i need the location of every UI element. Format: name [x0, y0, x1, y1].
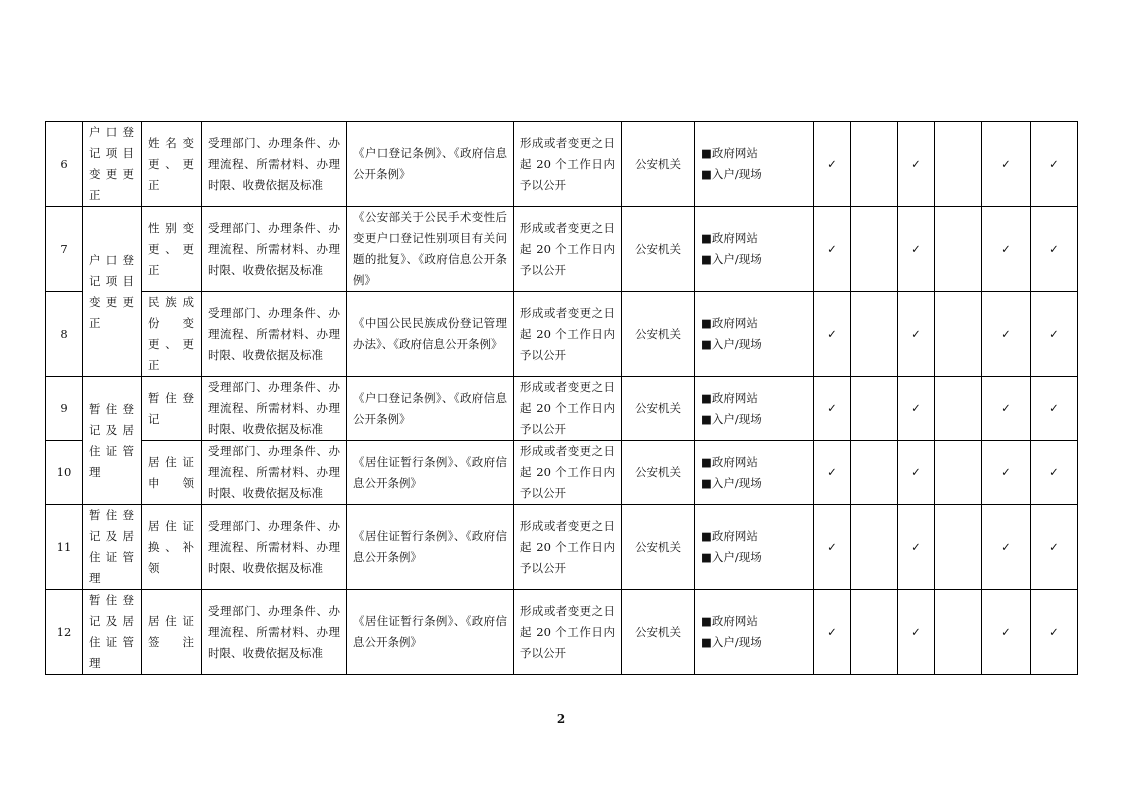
check-icon: ✓: [1049, 156, 1059, 171]
check-cell: [898, 377, 935, 441]
basis-cell: 《居住证暂行条例》、《政府信息公开条例》: [347, 505, 514, 590]
channel-onsite: ■入户/现场: [701, 252, 762, 266]
time-limit-cell: 形成或者变更之日起 20 个工作日内予以公开: [514, 207, 622, 292]
basis-cell: 《户口登记条例》、《政府信息公开条例》: [347, 377, 514, 441]
check-icon: ✓: [1001, 241, 1011, 256]
content-cell: 受理部门、办理条件、办理流程、所需材料、办理时限、收费依据及标准: [202, 590, 347, 675]
check-cell: [982, 590, 1031, 675]
time-limit-cell: 形成或者变更之日起 20 个工作日内予以公开: [514, 590, 622, 675]
check-icon: ✓: [827, 401, 837, 415]
check-cell: [982, 292, 1031, 377]
channel-website: ■政府网站: [701, 231, 758, 245]
check-cell: [898, 292, 935, 377]
row-number: 6: [46, 122, 83, 207]
check-icon: ✓: [1049, 326, 1059, 341]
check-cell: [814, 590, 851, 675]
channel-onsite: ■入户/现场: [701, 411, 762, 426]
table-row: [46, 292, 1078, 377]
check-cell: [898, 505, 935, 590]
body-cell: 公安机关: [622, 441, 695, 505]
category-cell: 户口登记项目变更更正: [83, 207, 142, 377]
item-cell: 居住证申领: [142, 441, 202, 505]
item-cell: 居住证签注: [142, 590, 202, 675]
time-limit-cell: 形成或者变更之日起 20 个工作日内予以公开: [514, 505, 622, 590]
check-icon: ✓: [1001, 624, 1011, 639]
row-number: 10: [46, 441, 83, 505]
check-cell: [935, 207, 982, 292]
check-cell: [814, 292, 851, 377]
check-icon: ✓: [1001, 326, 1011, 341]
row-number: 11: [46, 505, 83, 590]
check-icon: ✓: [827, 539, 837, 554]
check-cell: [898, 207, 935, 292]
check-cell: [1031, 207, 1078, 292]
category-cell: 暂住登记及居住证管理: [83, 377, 142, 505]
row-number: 7: [46, 207, 83, 292]
check-cell: [851, 122, 898, 207]
check-cell: [851, 377, 898, 441]
channel-website: ■政府网站: [701, 316, 758, 330]
item-cell: 姓名变更、更正: [142, 122, 202, 207]
channel-onsite: ■入户/现场: [701, 475, 762, 490]
item-cell: 居住证换、补领: [142, 505, 202, 590]
channel-cell: [695, 122, 814, 207]
check-icon: ✓: [1001, 401, 1011, 415]
check-cell: [982, 505, 1031, 590]
channel-cell: [695, 590, 814, 675]
channel-website: ■政府网站: [701, 529, 758, 543]
disclosure-table: [45, 121, 1078, 675]
check-cell: [851, 292, 898, 377]
time-limit-cell: 形成或者变更之日起 20 个工作日内予以公开: [514, 292, 622, 377]
category-cell: 户口登记项目变更更正: [83, 122, 142, 207]
channel-onsite: ■入户/现场: [701, 167, 762, 181]
body-cell: 公安机关: [622, 377, 695, 441]
check-cell: [982, 122, 1031, 207]
check-cell: [935, 441, 982, 505]
check-cell: [1031, 590, 1078, 675]
channel-cell: [695, 377, 814, 441]
channel-onsite: ■入户/现场: [701, 337, 762, 351]
check-cell: [814, 122, 851, 207]
check-cell: [814, 207, 851, 292]
check-icon: ✓: [1001, 539, 1011, 554]
table-row: [46, 207, 1078, 292]
page-number: 2: [556, 712, 566, 726]
check-icon: ✓: [911, 401, 921, 415]
check-cell: [814, 505, 851, 590]
check-cell: [814, 441, 851, 505]
check-cell: [935, 122, 982, 207]
body-cell: 公安机关: [622, 207, 695, 292]
basis-cell: 《公安部关于公民手术变性后变更户口登记性别项目有关问题的批复》、《政府信息公开条例》: [347, 207, 514, 292]
check-icon: ✓: [827, 465, 837, 479]
channel-website: ■政府网站: [701, 390, 758, 405]
time-limit-cell: 形成或者变更之日起 20 个工作日内予以公开: [514, 122, 622, 207]
check-icon: ✓: [1049, 539, 1059, 554]
check-cell: [1031, 377, 1078, 441]
check-cell: [898, 441, 935, 505]
check-cell: [1031, 122, 1078, 207]
check-cell: [851, 207, 898, 292]
channel-onsite: ■入户/现场: [701, 635, 762, 649]
check-icon: ✓: [1001, 156, 1011, 171]
item-cell: 性别变更、更正: [142, 207, 202, 292]
check-icon: ✓: [1001, 465, 1011, 479]
body-cell: 公安机关: [622, 590, 695, 675]
table-row: [46, 590, 1078, 675]
basis-cell: 《居住证暂行条例》、《政府信息公开条例》: [347, 441, 514, 505]
content-cell: 受理部门、办理条件、办理流程、所需材料、办理时限、收费依据及标准: [202, 441, 347, 505]
check-cell: [935, 590, 982, 675]
table-row: [46, 505, 1078, 590]
content-cell: 受理部门、办理条件、办理流程、所需材料、办理时限、收费依据及标准: [202, 122, 347, 207]
basis-cell: 《居住证暂行条例》、《政府信息公开条例》: [347, 590, 514, 675]
basis-cell: 《户口登记条例》、《政府信息公开条例》: [347, 122, 514, 207]
row-number: 12: [46, 590, 83, 675]
row-number: 9: [46, 377, 83, 441]
table-row: [46, 441, 1078, 505]
check-icon: ✓: [827, 326, 837, 341]
item-cell: 暂住登记: [142, 377, 202, 441]
content-cell: 受理部门、办理条件、办理流程、所需材料、办理时限、收费依据及标准: [202, 292, 347, 377]
category-cell: 暂住登记及居住证管理: [83, 505, 142, 590]
check-cell: [851, 505, 898, 590]
table-row: [46, 122, 1078, 207]
check-cell: [982, 377, 1031, 441]
channel-cell: [695, 441, 814, 505]
content-cell: 受理部门、办理条件、办理流程、所需材料、办理时限、收费依据及标准: [202, 207, 347, 292]
check-cell: [898, 590, 935, 675]
check-icon: ✓: [1049, 401, 1059, 415]
check-icon: ✓: [1049, 465, 1059, 479]
check-cell: [935, 505, 982, 590]
check-icon: ✓: [911, 539, 921, 554]
table-row: [46, 377, 1078, 441]
content-cell: 受理部门、办理条件、办理流程、所需材料、办理时限、收费依据及标准: [202, 377, 347, 441]
content-cell: 受理部门、办理条件、办理流程、所需材料、办理时限、收费依据及标准: [202, 505, 347, 590]
body-cell: 公安机关: [622, 122, 695, 207]
category-cell: 暂住登记及居住证管理: [83, 590, 142, 675]
body-cell: 公安机关: [622, 505, 695, 590]
check-cell: [898, 122, 935, 207]
channel-website: ■政府网站: [701, 614, 758, 628]
check-icon: ✓: [911, 465, 921, 479]
check-cell: [1031, 441, 1078, 505]
channel-onsite: ■入户/现场: [701, 550, 762, 564]
channel-cell: [695, 207, 814, 292]
channel-website: ■政府网站: [701, 454, 758, 469]
check-icon: ✓: [827, 241, 837, 256]
check-icon: ✓: [911, 624, 921, 639]
time-limit-cell: 形成或者变更之日起 20 个工作日内予以公开: [514, 377, 622, 441]
check-icon: ✓: [827, 624, 837, 639]
check-icon: ✓: [911, 326, 921, 341]
check-cell: [1031, 505, 1078, 590]
check-icon: ✓: [911, 241, 921, 256]
basis-cell: 《中国公民民族成份登记管理办法》、《政府信息公开条例》: [347, 292, 514, 377]
check-cell: [982, 441, 1031, 505]
item-cell: 民族成份变更、更正: [142, 292, 202, 377]
check-cell: [982, 207, 1031, 292]
body-cell: 公安机关: [622, 292, 695, 377]
check-cell: [851, 590, 898, 675]
check-icon: ✓: [911, 156, 921, 171]
row-number: 8: [46, 292, 83, 377]
channel-cell: [695, 505, 814, 590]
check-cell: [851, 441, 898, 505]
check-icon: ✓: [1049, 241, 1059, 256]
channel-cell: [695, 292, 814, 377]
check-cell: [1031, 292, 1078, 377]
check-cell: [814, 377, 851, 441]
check-icon: ✓: [827, 156, 837, 171]
check-cell: [935, 292, 982, 377]
check-icon: ✓: [1049, 624, 1059, 639]
time-limit-cell: 形成或者变更之日起 20 个工作日内予以公开: [514, 441, 622, 505]
check-cell: [935, 377, 982, 441]
channel-website: ■政府网站: [701, 146, 758, 160]
